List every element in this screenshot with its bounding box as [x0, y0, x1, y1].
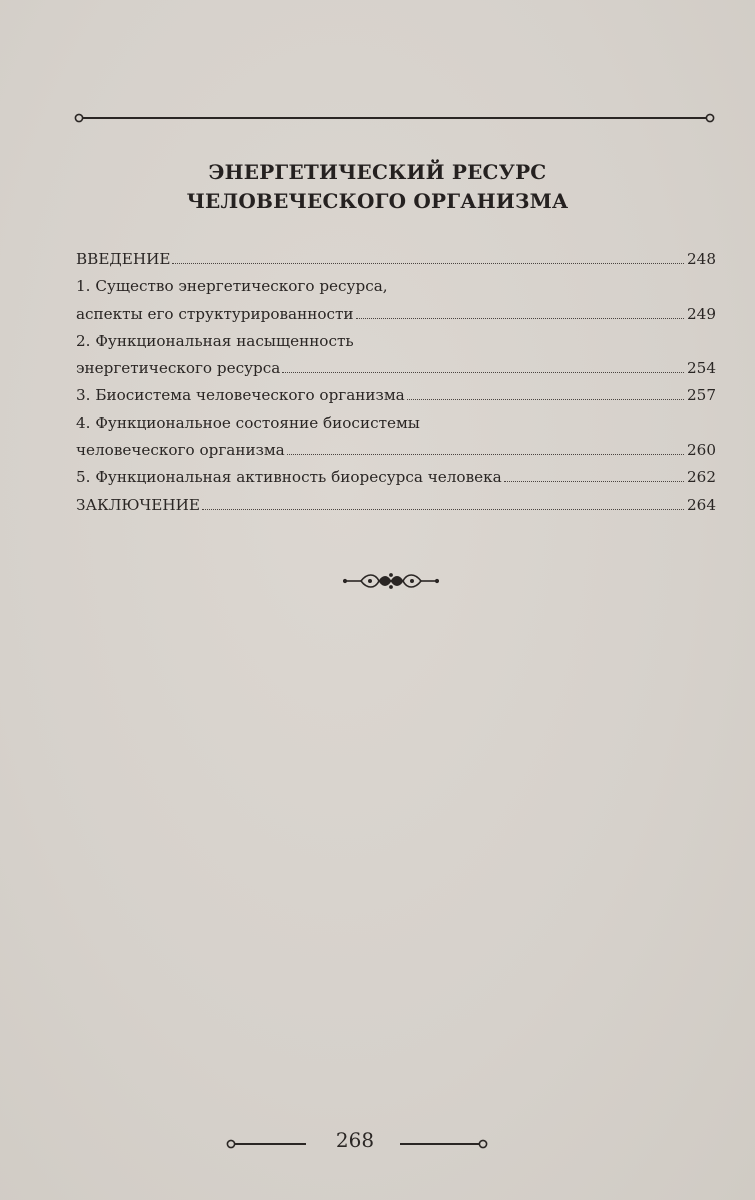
toc-entry-text: 2. Функциональная насыщенность — [76, 331, 354, 350]
toc-page-number: 257 — [687, 386, 716, 405]
toc-entry-5[interactable] — [76, 464, 716, 491]
toc-entry-text: энергетического ресурса — [76, 359, 281, 378]
toc-entry-introduction[interactable] — [76, 246, 716, 273]
toc-page-number: 249 — [687, 304, 716, 323]
toc-leader-dots — [282, 372, 684, 373]
toc-entry-text: аспекты его структурированности — [76, 304, 354, 323]
toc-leader-dots — [287, 454, 684, 455]
top-rule-line — [74, 112, 715, 124]
toc-entry-text: ЗАКЛЮЧЕНИЕ — [76, 495, 200, 514]
toc-entry-4-line-1[interactable] — [76, 410, 716, 437]
toc-entry-2-line-2[interactable] — [76, 355, 716, 382]
floral-divider-icon — [343, 571, 439, 591]
toc-entry-text: 4. Функциональное состояние биосистемы — [76, 413, 420, 432]
toc-leader-dots — [172, 263, 684, 264]
toc-page-number: 260 — [687, 441, 716, 460]
section-title-line-2: ЧЕЛОВЕЧЕСКОГО ОРГАНИЗМА — [186, 189, 569, 213]
toc-leader-dots — [356, 318, 684, 319]
toc-entry-text: 5. Функциональная активность биоресурса человека — [76, 468, 502, 487]
toc-leader-dots — [407, 399, 684, 400]
toc-page-number: 254 — [687, 359, 716, 378]
toc-entry-text: 3. Биосистема человеческого организма — [76, 386, 405, 405]
page-number: 268 — [335, 1128, 375, 1152]
toc-entry-4-line-2[interactable] — [76, 437, 716, 464]
section-title-line-1: ЭНЕРГЕТИЧЕСКИЙ РЕСУРС — [208, 160, 547, 184]
toc-entry-text: 1. Существо энергетического ресурса, — [76, 277, 388, 296]
toc-entry-2-line-1[interactable] — [76, 328, 716, 355]
section-title — [0, 158, 755, 216]
toc-entry-conclusion[interactable] — [76, 492, 716, 519]
table-of-contents — [76, 246, 716, 519]
toc-leader-dots — [504, 481, 684, 482]
toc-entry-1-line-2[interactable] — [76, 301, 716, 328]
toc-page-number: 264 — [687, 495, 716, 514]
toc-page-number: 248 — [687, 250, 716, 268]
toc-entry-text: ВВЕДЕНИЕ — [76, 250, 171, 268]
toc-page-number: 262 — [687, 468, 716, 487]
toc-leader-dots — [202, 509, 684, 510]
toc-entry-text: человеческого организма — [76, 441, 285, 460]
toc-entry-1-line-1[interactable] — [76, 273, 716, 300]
toc-entry-3[interactable] — [76, 382, 716, 409]
